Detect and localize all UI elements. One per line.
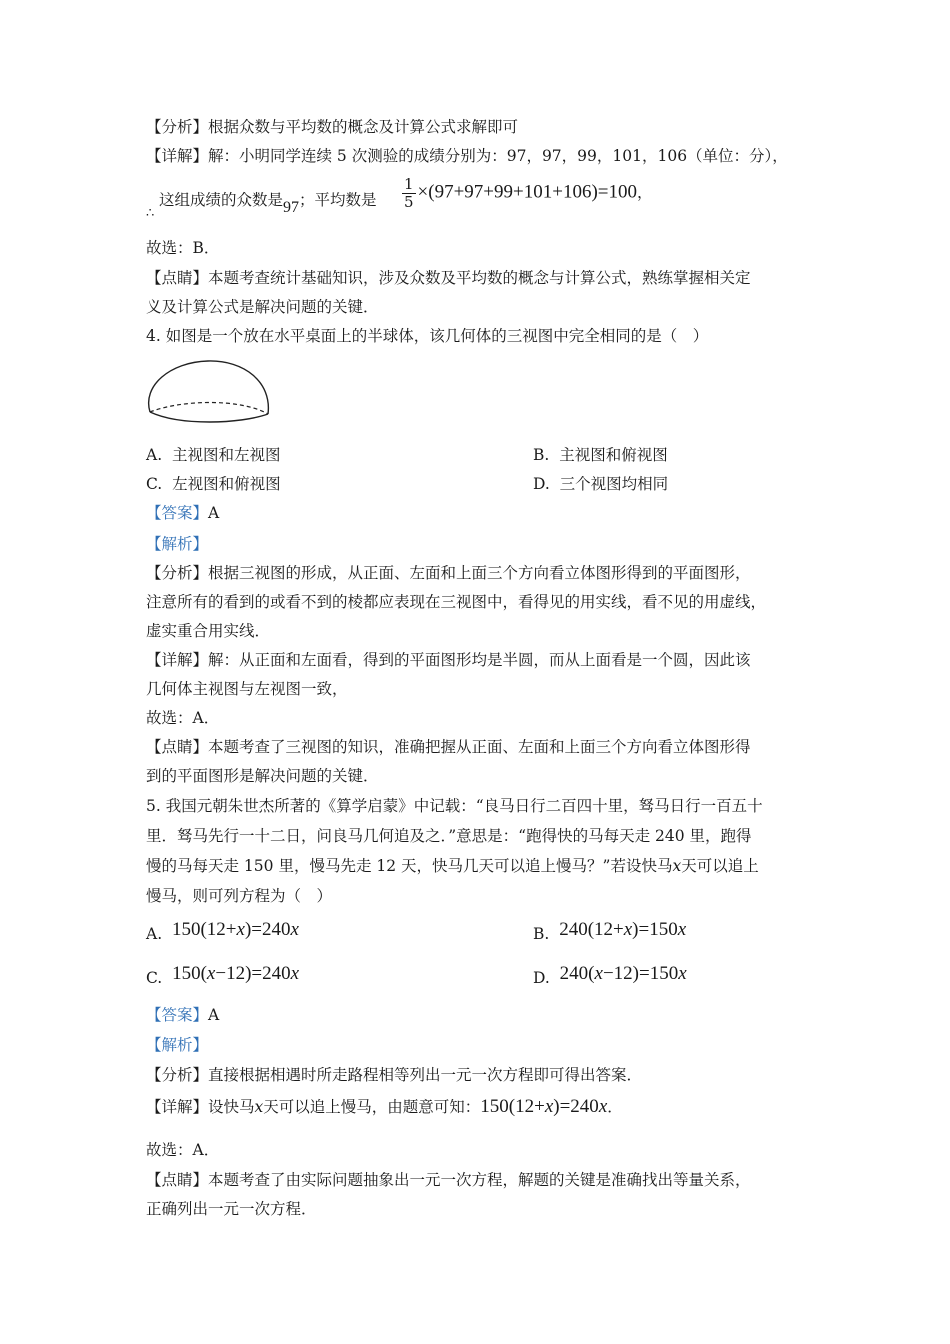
q4-detail-2: 几何体主视图与左视图一致， (146, 680, 348, 698)
fraction-denominator: 5 (404, 193, 414, 211)
q4-choose: 故选：A． (146, 709, 220, 727)
option-equation: 240(x−12)=150x (559, 963, 687, 984)
option-label: A. (146, 446, 163, 464)
q4-detail-1: 【详解】解：从正面和左面看，得到的平面图形均是半圆，而从上面看是一个圆，因此该 (146, 651, 751, 669)
q3-analysis: 【分析】根据众数与平均数的概念及计算公式求解即可 (146, 118, 519, 136)
fraction-numerator: 1 (404, 175, 414, 193)
q5-stem-3 (146, 856, 759, 876)
answer-tag: 【答案】 (146, 504, 209, 522)
q4-comment-1: 【点睛】本题考查了三视图的知识，准确把握从正面、左面和上面三个方向看立体图形得 (146, 738, 751, 756)
option-label: B. (533, 925, 550, 943)
variable-x: x (672, 857, 682, 875)
q4-analysis-3: 虚实重合用实线． (146, 622, 271, 640)
q4-answer (146, 503, 219, 523)
q5-stem-2: 里．驽马先行一十二日，问良马几何追及之．”意思是：“跑得快的马每天走 240 里，跑得 (146, 827, 752, 845)
stem-text: 慢的马每天走 150 里，慢马先走 12 天，快马几天可以追上慢马？”若设快马 (146, 857, 673, 875)
q4-option-c[interactable] (146, 474, 281, 494)
q4-analysis-tag: 【解析】 (146, 535, 209, 553)
q3-comment-2: 义及计算公式是解决问题的关键． (146, 298, 379, 316)
q4-option-b[interactable] (533, 445, 668, 465)
hemisphere-outline (149, 361, 269, 414)
q3-detail: 【详解】解：小明同学连续 5 次测验的成绩分别为：97，97，99，101，106（单位：分）， (146, 147, 788, 165)
q4-comment-2: 到的平面图形是解决问题的关键． (146, 767, 379, 785)
q5-comment-1: 【点睛】本题考查了由实际问题抽象出一元一次方程，解题的关键是准确找出等量关系， (146, 1171, 751, 1189)
option-label: B. (533, 446, 550, 464)
option-equation: 150(x−12)=240x (172, 963, 300, 984)
hemisphere-figure (140, 356, 280, 430)
q5-option-a[interactable] (146, 919, 299, 943)
option-text: 三个视图均相同 (559, 475, 669, 493)
q5-option-b[interactable] (533, 919, 687, 943)
option-equation: 150(12+x)=240x (171, 919, 299, 940)
mean-fraction (402, 176, 416, 211)
hemisphere-base-front (150, 412, 268, 422)
q5-detail: 【详解】设快马x天可以追上慢马，由题意可知：150(12+x)=240x． (146, 1096, 623, 1117)
detail-equation: 150(12+x)=240x (480, 1096, 608, 1117)
option-label: D. (533, 475, 550, 493)
mode-text: 这组成绩的众数是 (159, 191, 284, 209)
q5-choose: 故选：A． (146, 1141, 220, 1159)
q5-option-d[interactable] (533, 963, 687, 987)
option-equation: 240(12+x)=150x (559, 919, 687, 940)
q4-option-d[interactable] (533, 474, 668, 494)
mean-text: ；平均数是 (299, 191, 377, 209)
q3-comment-1: 【点睛】本题考查统计基础知识，涉及众数及平均数的概念与计算公式，熟练掌握相关定 (146, 269, 751, 287)
q4-analysis-2: 注意所有的看到的或看不到的棱都应表现在三视图中，看得见的用实线，看不见的用虚线， (146, 593, 767, 611)
q5-stem-4: 慢马，则可列方程为（ ） (146, 887, 333, 905)
mean-end: ， (637, 183, 653, 202)
option-label: C. (146, 475, 163, 493)
q5-analysis: 【分析】直接根据相遇时所走路程相等列出一元一次方程即可得出答案． (146, 1066, 643, 1084)
q5-option-c[interactable] (146, 963, 300, 987)
mode-value: 97 (283, 199, 300, 216)
option-label: C. (146, 969, 163, 987)
option-text: 主视图和俯视图 (559, 446, 668, 464)
therefore-symbol: ∴ (146, 206, 155, 221)
q5-comment-2: 正确列出一元一次方程． (146, 1200, 317, 1218)
option-label: D. (533, 969, 550, 987)
q4-stem: 4. 如图是一个放在水平桌面上的半球体，该几何体的三视图中完全相同的是（ ） (146, 327, 709, 345)
answer-value: A (208, 504, 220, 522)
answer-tag: 【答案】 (146, 1006, 209, 1024)
q5-stem-1: 5. 我国元朝朱世杰所著的《算学启蒙》中记载：“良马日行二百四十里，驽马日行一百五十 (146, 797, 763, 815)
q4-analysis-1: 【分析】根据三视图的形成，从正面、左面和上面三个方向看立体图形得到的平面图形， (146, 564, 751, 582)
mean-expression: ×(97+97+99+101+106)=100 (417, 181, 637, 203)
stem-text: 天可以追上 (681, 857, 759, 875)
answer-value: A (208, 1006, 220, 1024)
q5-analysis-tag: 【解析】 (146, 1036, 209, 1054)
q4-option-a[interactable] (146, 445, 281, 465)
q5-answer (146, 1005, 219, 1025)
option-text: 主视图和左视图 (171, 446, 281, 464)
q3-choose: 故选：B． (146, 239, 220, 257)
variable-x: x (254, 1098, 264, 1116)
option-text: 左视图和俯视图 (172, 475, 281, 493)
hemisphere-base-back (150, 403, 268, 415)
option-label: A. (146, 925, 163, 943)
